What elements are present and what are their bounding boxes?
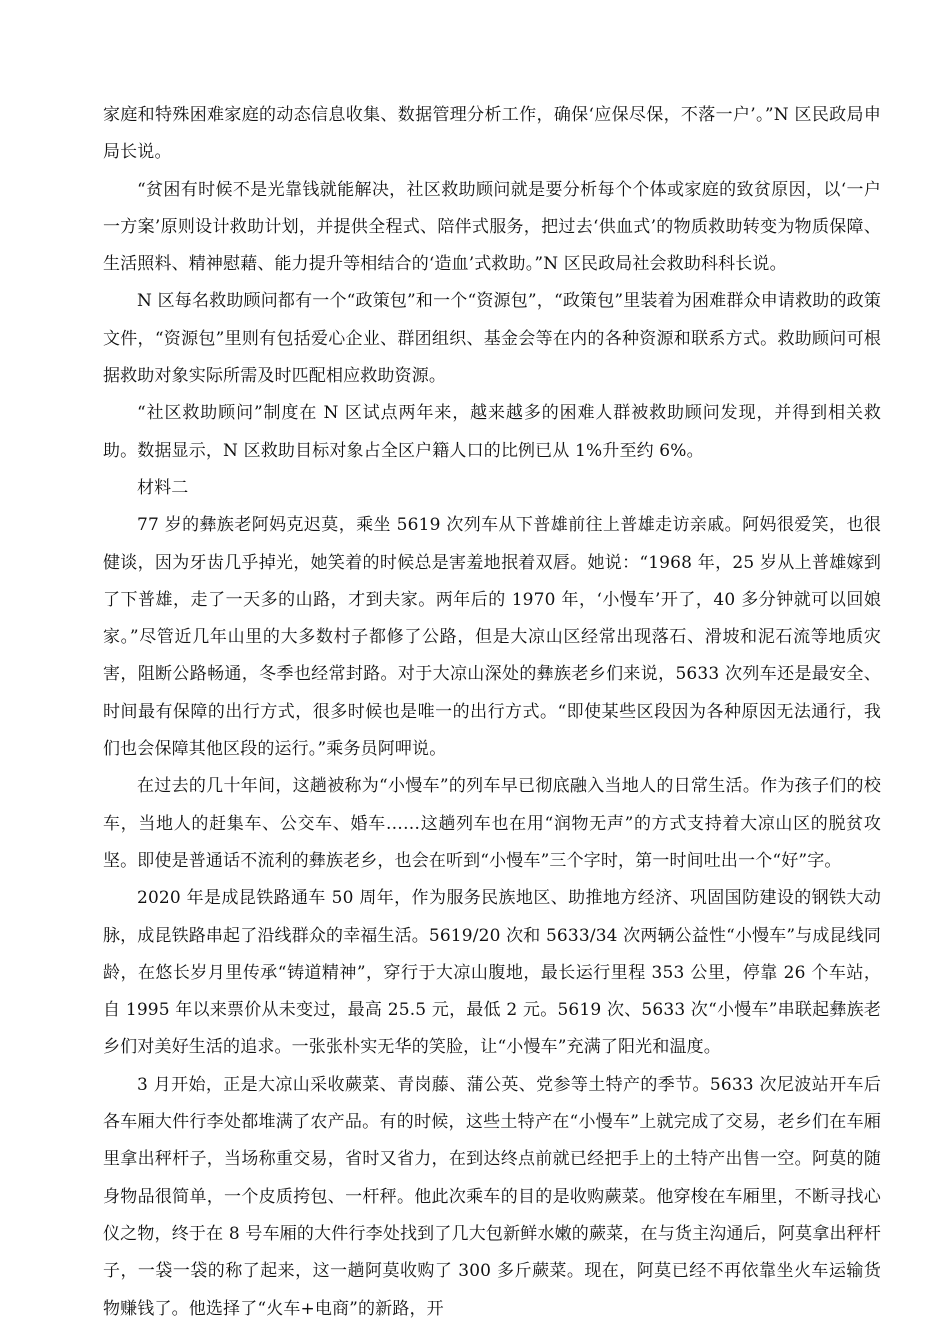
paragraph-8: 2020 年是成昆铁路通车 50 周年，作为服务民族地区、助推地方经济、巩固国防建设的钢铁大动脉，成昆铁路串起了沿线群众的幸福生活。5619/20 次和 5633/34 次两辆公益性“小慢车”与成昆线同龄，在悠长岁月里传承“铸道精神”，穿行于大凉山腹地，最长运行里程 353 公里，停靠 26 个车站，自 1995 年以来票价从未变过，最高 25.5 元，最低 2 元。5619 次、5633 次“小慢车”串联起彝族老乡们对美好生活的追求。一张张朴实无华的笑脸，让“小慢车”充满了阳光和温度。 — [103, 888, 881, 1058]
paragraph-7: 在过去的几十年间，这趟被称为“小慢车”的列车早已彻底融入当地人的日常生活。作为孩子们的校车，当地人的赶集车、公交车、婚车……这趟列车也在用“润物无声”的方式支持着大凉山区的脱贫攻坚。即使是普通话不流利的彝族老乡，也会在听到“小慢车”三个字时，第一时间吐出一个“好”字。 — [103, 776, 881, 871]
paragraph-4: “社区救助顾问”制度在 N 区试点两年来，越来越多的困难人群被救助顾问发现，并得到相关救助。数据显示，N 区救助目标对象占全区户籍人口的比例已从 1%升至约 6%。 — [103, 403, 881, 461]
document-body — [103, 97, 881, 1328]
paragraph-6: 77 岁的彝族老阿妈克迟莫，乘坐 5619 次列车从下普雄前往上普雄走访亲戚。阿妈很爱笑，也很健谈，因为牙齿几乎掉光，她笑着的时候总是害羞地抿着双唇。她说：“1968 年，25 岁从上普雄嫁到了下普雄，走了一天多的山路，才到夫家。两年后的 1970 年，‘小慢车’开了，40 多分钟就可以回娘家。”尽管近几年山里的大多数村子都修了公路，但是大凉山区经常出现落石、滑坡和泥石流等地质灾害，阻断公路畅通，冬季也经常封路。对于大凉山深处的彝族老乡们来说，5633 次列车还是最安全、时间最有保障的出行方式，很多时候也是唯一的出行方式。“即使某些区段因为各种原因无法通行，我们也会保障其他区段的运行。”乘务员阿呷说。 — [103, 515, 881, 760]
paragraph-9: 3 月开始，正是大凉山采收蕨菜、青岗藤、蒲公英、党参等土特产的季节。5633 次尼波站开车后各车厢大件行李处都堆满了农产品。有的时候，这些土特产在“小慢车”上就完成了交易，老乡们在车厢里拿出秤杆子，当场称重交易，省时又省力，在到达终点前就已经把手上的土特产出售一空。阿莫的随身物品很简单，一个皮质挎包、一杆秤。他此次乘车的目的是收购蕨菜。他穿梭在车厢里，不断寻找心仪之物，终于在 8 号车厢的大件行李处找到了几大包新鲜水嫩的蕨菜，在与货主沟通后，阿莫拿出秤杆子，一袋一袋的称了起来，这一趟阿莫收购了 300 多斤蕨菜。现在，阿莫已经不再依靠坐火车运输货物赚钱了。他选择了“火车+电商”的新路，开 — [103, 1074, 881, 1319]
section-heading-material-2: 材料二 — [137, 477, 189, 498]
paragraph-2: “贫困有时候不是光靠钱就能解决，社区救助顾问就是要分析每个个体或家庭的致贫原因，以‘一户一方案’原则设计救助计划，并提供全程式、陪伴式服务，把过去‘供血式’的物质救助转变为物质保障、生活照料、精神慰藉、能力提升等相结合的‘造血’式救助。”N 区民政局社会救助科科长说。 — [103, 179, 881, 275]
paragraph-1: 家庭和特殊困难家庭的动态信息收集、数据管理分析工作，确保‘应保尽保，不落一户’。”N 区民政局申局长说。 — [103, 105, 881, 163]
paragraph-3: N 区每名救助顾问都有一个“政策包”和一个“资源包”，“政策包”里装着为困难群众申请救助的政策文件，“资源包”里则有包括爱心企业、群团组织、基金会等在内的各种资源和联系方式。救助顾问可根据救助对象实际所需及时匹配相应救助资源。 — [103, 291, 881, 387]
